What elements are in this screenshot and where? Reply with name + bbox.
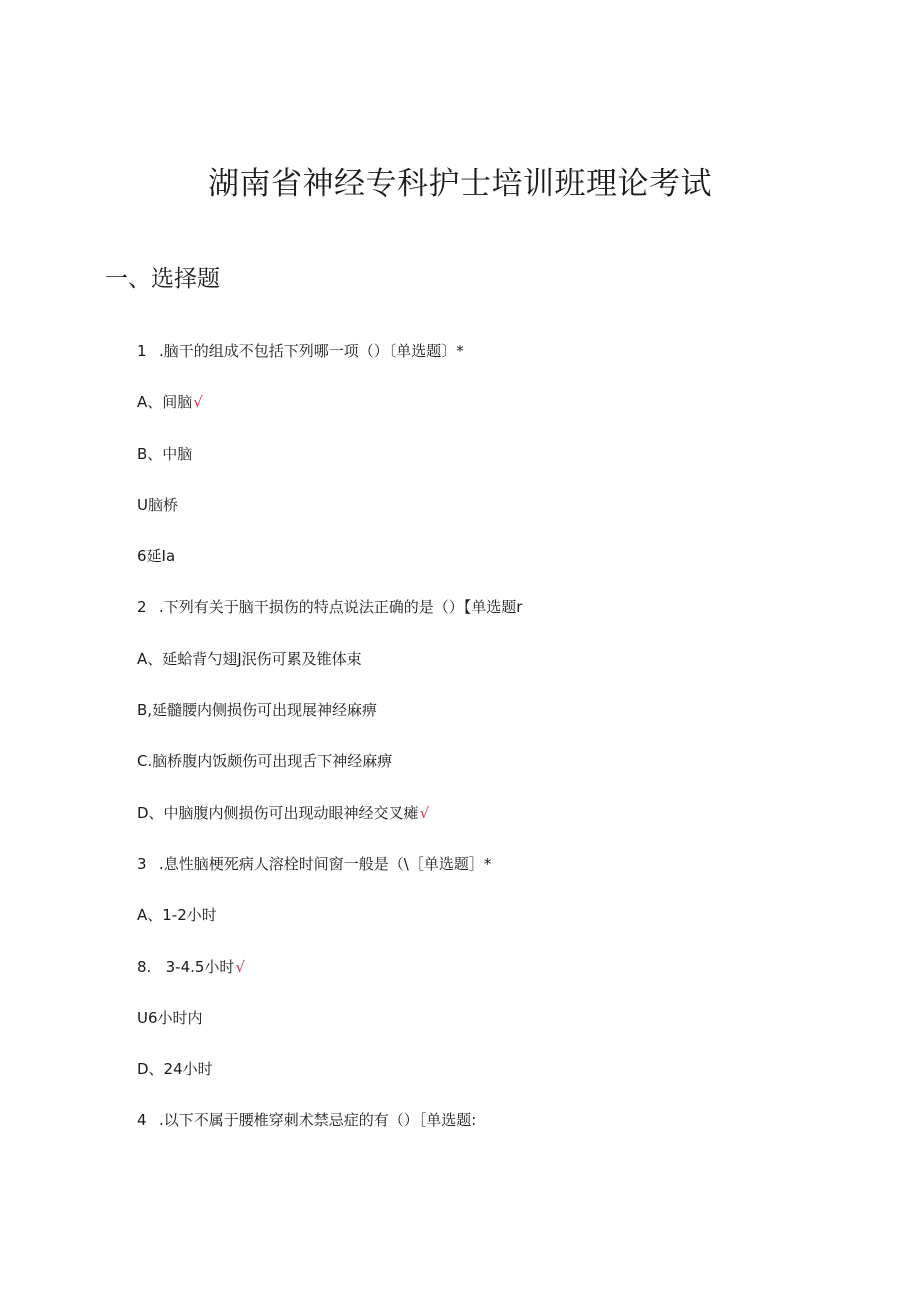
question-text: .以下不属于腰椎穿刺术禁忌症的有（）［单选题:	[159, 1111, 477, 1130]
option-text: A、延蛤背勺翅J泯伤可累及锥体束	[137, 649, 362, 668]
question-4	[137, 1108, 837, 1159]
option-3c	[137, 1006, 837, 1057]
option-text: D、24小时	[137, 1060, 213, 1079]
option-1c	[137, 493, 837, 544]
question-list	[137, 339, 837, 1160]
question-text: .息性脑梗死病人溶栓时间窗一般是（\［单选题］*	[159, 854, 492, 873]
option-text: C.脑桥腹内饭颇伤可出现舌下神经麻痹	[137, 752, 393, 771]
question-3	[137, 852, 837, 903]
page-title: 湖南省神经专科护士培训班理论考试	[208, 166, 712, 202]
option-text: 8. 3-4.5小时	[137, 957, 235, 976]
option-3a	[137, 903, 837, 954]
question-text: .下列有关于脑干损伤的特点说法正确的是（）【单选题r	[159, 598, 523, 617]
option-text: A、1-2小时	[137, 906, 217, 925]
question-number: 2	[137, 598, 147, 617]
correct-check-icon: √	[193, 393, 203, 412]
question-number: 3	[137, 854, 147, 873]
correct-check-icon: √	[419, 803, 430, 822]
option-2b	[137, 698, 837, 749]
question-1	[137, 339, 837, 390]
option-1b	[137, 442, 837, 493]
option-2a	[137, 647, 837, 698]
option-text: U脑桥	[137, 495, 178, 514]
question-2	[137, 595, 837, 646]
option-1d	[137, 544, 837, 595]
question-number: 4	[137, 1111, 147, 1130]
option-3b	[137, 955, 837, 1006]
option-3d	[137, 1057, 837, 1108]
question-number: 1	[137, 342, 147, 360]
option-text: U6小时内	[137, 1008, 203, 1027]
option-2c	[137, 749, 837, 800]
option-text: B,延髓腰内侧损伤可出现展神经麻痹	[137, 701, 378, 720]
option-text: B、中脑	[137, 444, 193, 463]
correct-check-icon: √	[235, 957, 245, 976]
option-text: 6延Ia	[137, 547, 176, 566]
option-text: D、中脑腹内侧损伤可出现动眼神经交叉瘫	[137, 803, 419, 822]
option-1a	[137, 390, 837, 441]
option-2d	[137, 801, 837, 852]
question-text: .脑干的组成不包括下列哪一项（）〔单选题〕*	[159, 342, 464, 360]
option-text: A、间脑	[137, 393, 193, 412]
section-heading: 一、选择题	[105, 266, 220, 292]
